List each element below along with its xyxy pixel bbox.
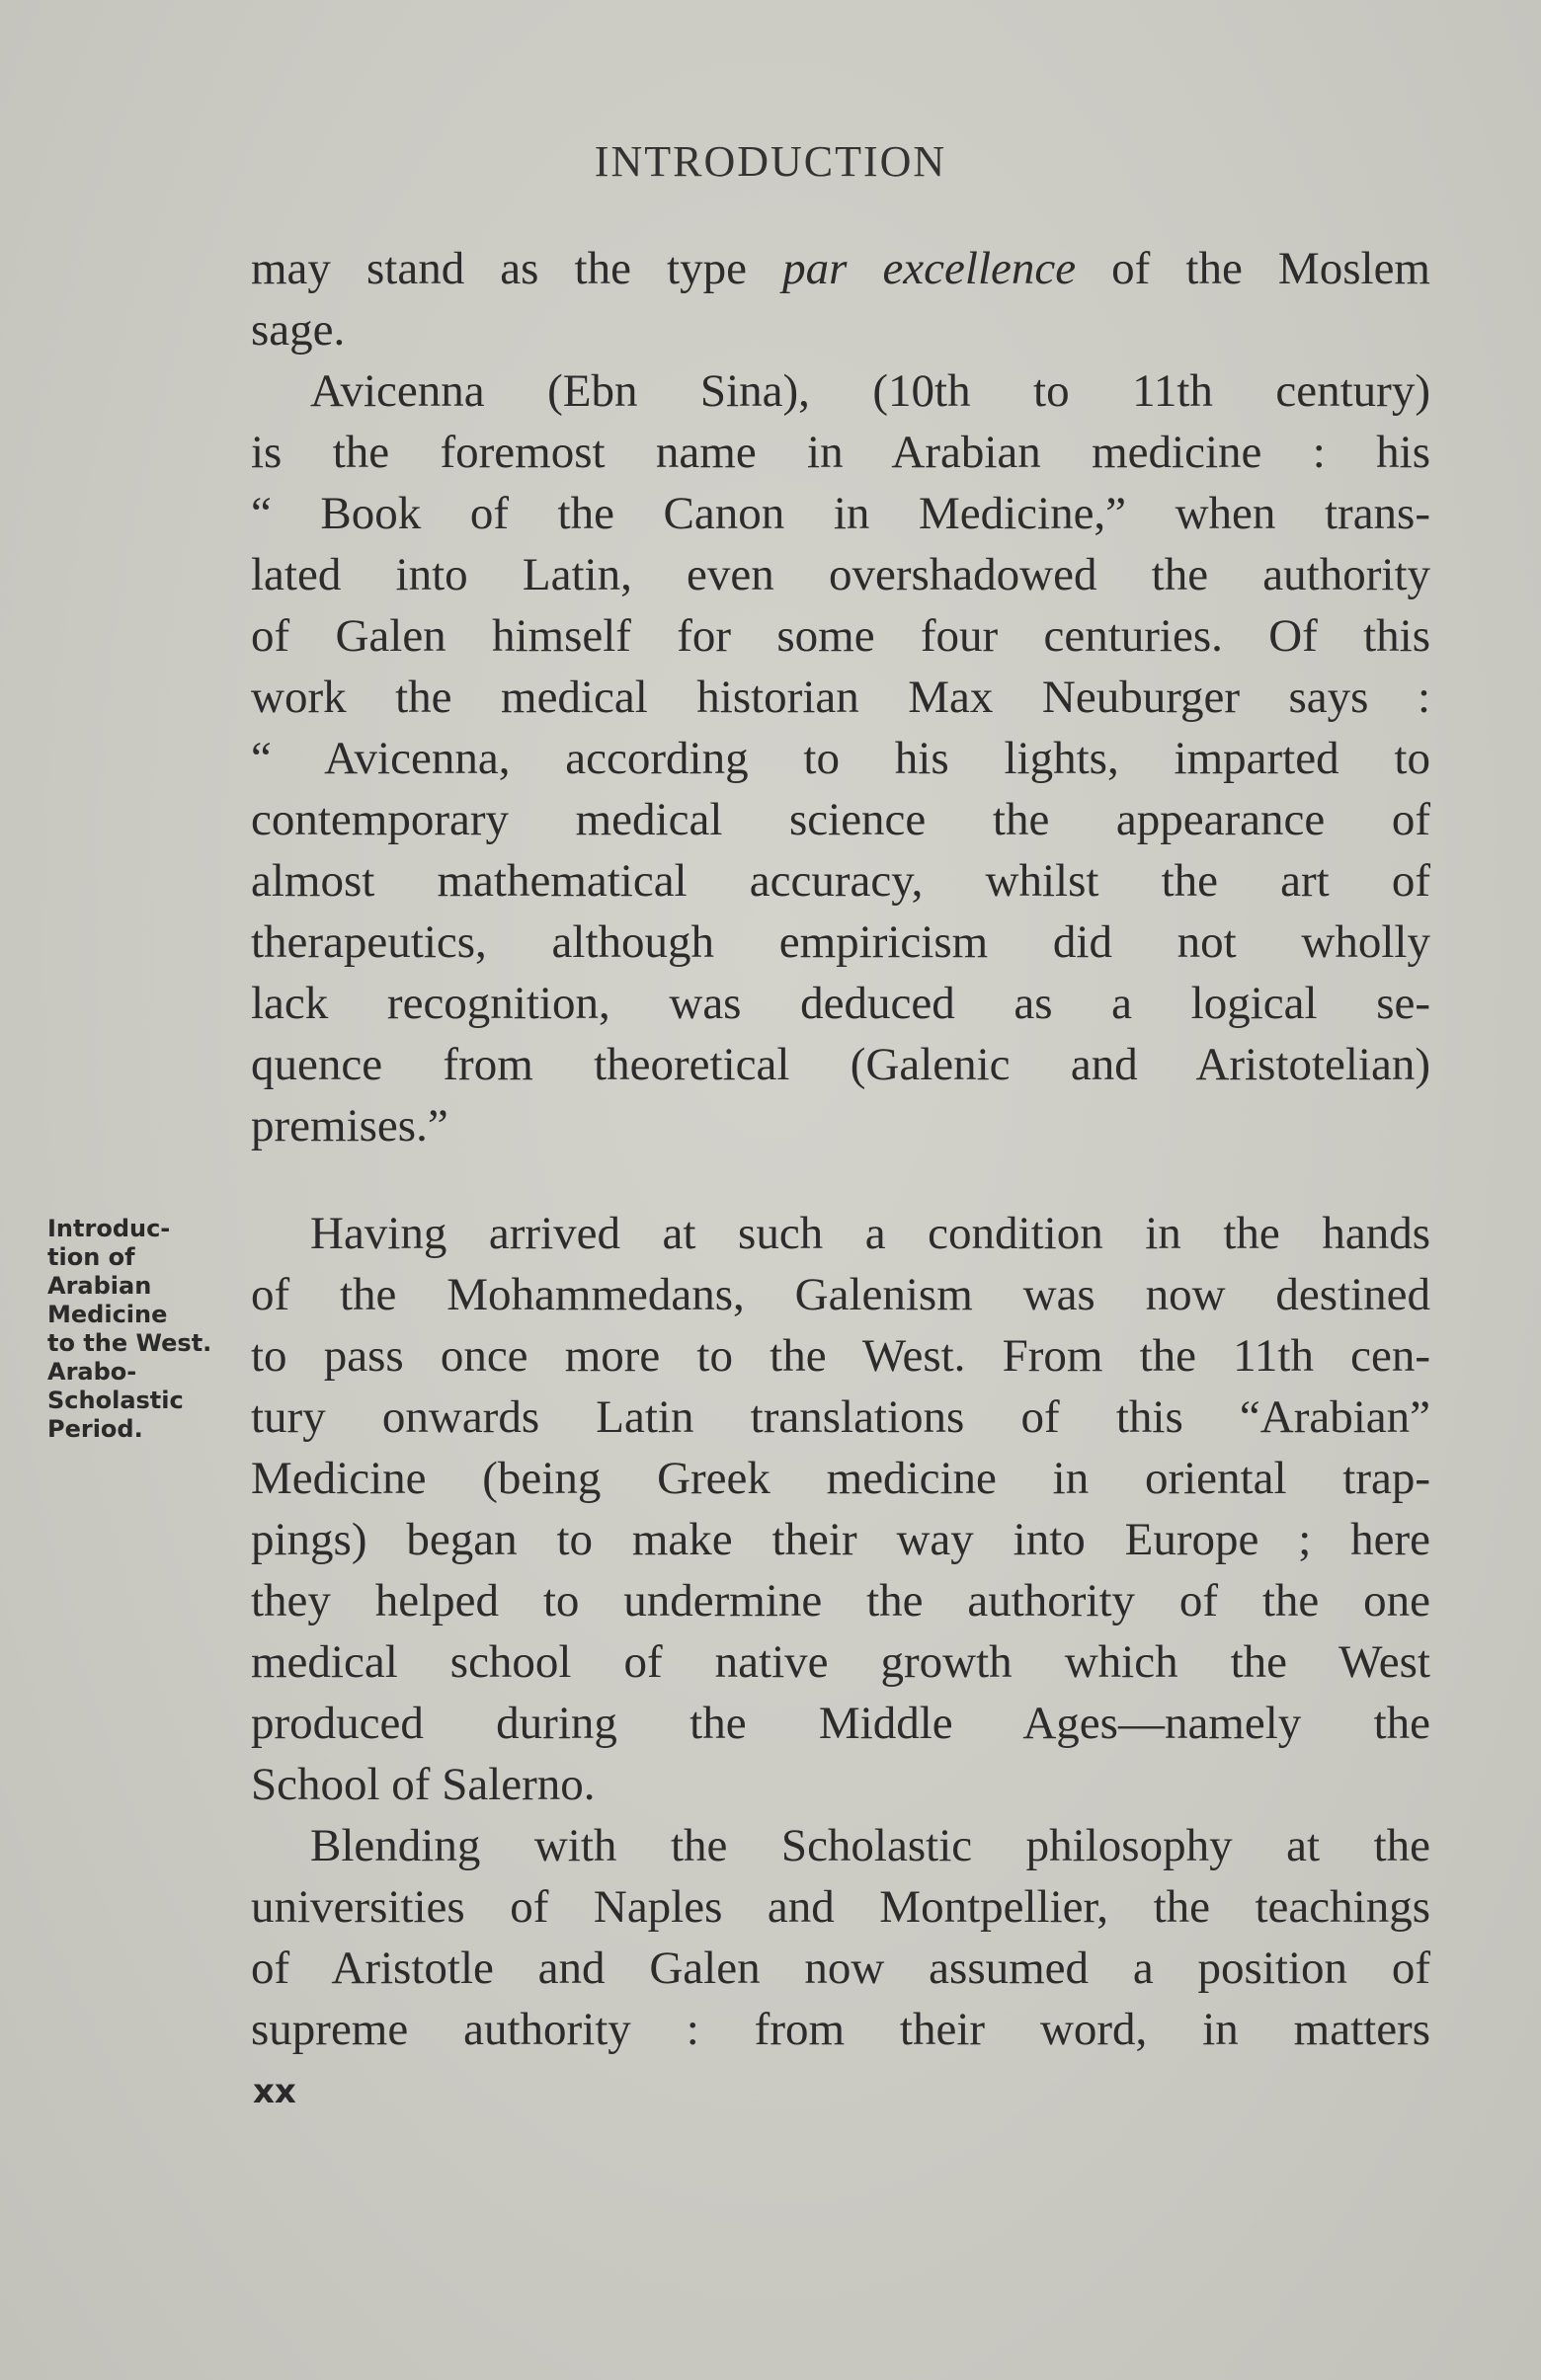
text-line: contemporary medical science the appearance of xyxy=(251,794,1430,845)
margin-note-line: Arabo- xyxy=(47,1358,137,1386)
text-line: Medicine (being Greek medicine in oriental trap- xyxy=(251,1453,1430,1504)
text-line: therapeutics, although empiricism did not wholly xyxy=(251,916,1430,968)
text-line: of Galen himself for some four centuries. Of this xyxy=(251,610,1430,662)
text-line: “ Book of the Canon in Medicine,” when trans- xyxy=(251,488,1430,539)
margin-note-line: Arabian xyxy=(47,1272,152,1300)
running-head: INTRODUCTION xyxy=(594,137,947,186)
text-line: pings) began to make their way into Europe ; here xyxy=(251,1514,1430,1565)
text-line: Having arrived at such a condition in the hands xyxy=(310,1208,1430,1259)
margin-note-line: Period. xyxy=(47,1415,143,1443)
text-line: of the Mohammedans, Galenism was now destined xyxy=(251,1269,1430,1320)
text-line: they helped to undermine the authority of the one xyxy=(251,1575,1430,1626)
text-line: Blending with the Scholastic philosophy at the xyxy=(310,1820,1430,1871)
text-line: may stand as the type par excellence of the Moslem xyxy=(251,243,1430,294)
text-line: School of Salerno. xyxy=(251,1759,596,1810)
italic-phrase: par excellence xyxy=(782,243,1077,294)
text-line: lack recognition, was deduced as a logical se- xyxy=(251,978,1430,1029)
text-line: almost mathematical accuracy, whilst the art of xyxy=(251,855,1430,907)
paragraph-avicenna xyxy=(251,238,1430,1156)
margin-note-line: Introduc- xyxy=(47,1215,171,1242)
text-line: tury onwards Latin translations of this “Arabian” xyxy=(251,1391,1430,1443)
text-line: supreme authority : from their word, in matters xyxy=(251,2004,1430,2055)
text-line: premises.” xyxy=(251,1100,448,1151)
text-line: quence from theoretical (Galenic and Aristotelian) xyxy=(251,1039,1430,1090)
margin-note-line: Scholastic xyxy=(47,1387,184,1414)
margin-note-line: tion of xyxy=(47,1243,135,1271)
page-number: xx xyxy=(253,2072,296,2111)
text-line: Avicenna (Ebn Sina), (10th to 11th century) xyxy=(310,365,1430,417)
text-line: produced during the Middle Ages—namely the xyxy=(251,1698,1430,1749)
text-line: work the medical historian Max Neuburger says : xyxy=(251,672,1430,723)
text-line: medical school of native growth which the West xyxy=(251,1636,1430,1688)
text-line: sage. xyxy=(251,304,346,356)
margin-note-line: Medicine xyxy=(47,1301,168,1328)
text-line: lated into Latin, even overshadowed the authority xyxy=(251,549,1430,600)
text-line: universities of Naples and Montpellier, the teachings xyxy=(251,1881,1430,1933)
paragraph-galenism xyxy=(251,1203,1430,2060)
text-line: to pass once more to the West. From the 11th cen- xyxy=(251,1330,1430,1382)
text-line: is the foremost name in Arabian medicine : his xyxy=(251,427,1430,478)
text-line: of Aristotle and Galen now assumed a position of xyxy=(251,1943,1430,1994)
margin-note-line: to the West. xyxy=(47,1329,212,1357)
text-line: “ Avicenna, according to his lights, imparted to xyxy=(251,733,1430,784)
margin-note xyxy=(47,1215,235,1444)
